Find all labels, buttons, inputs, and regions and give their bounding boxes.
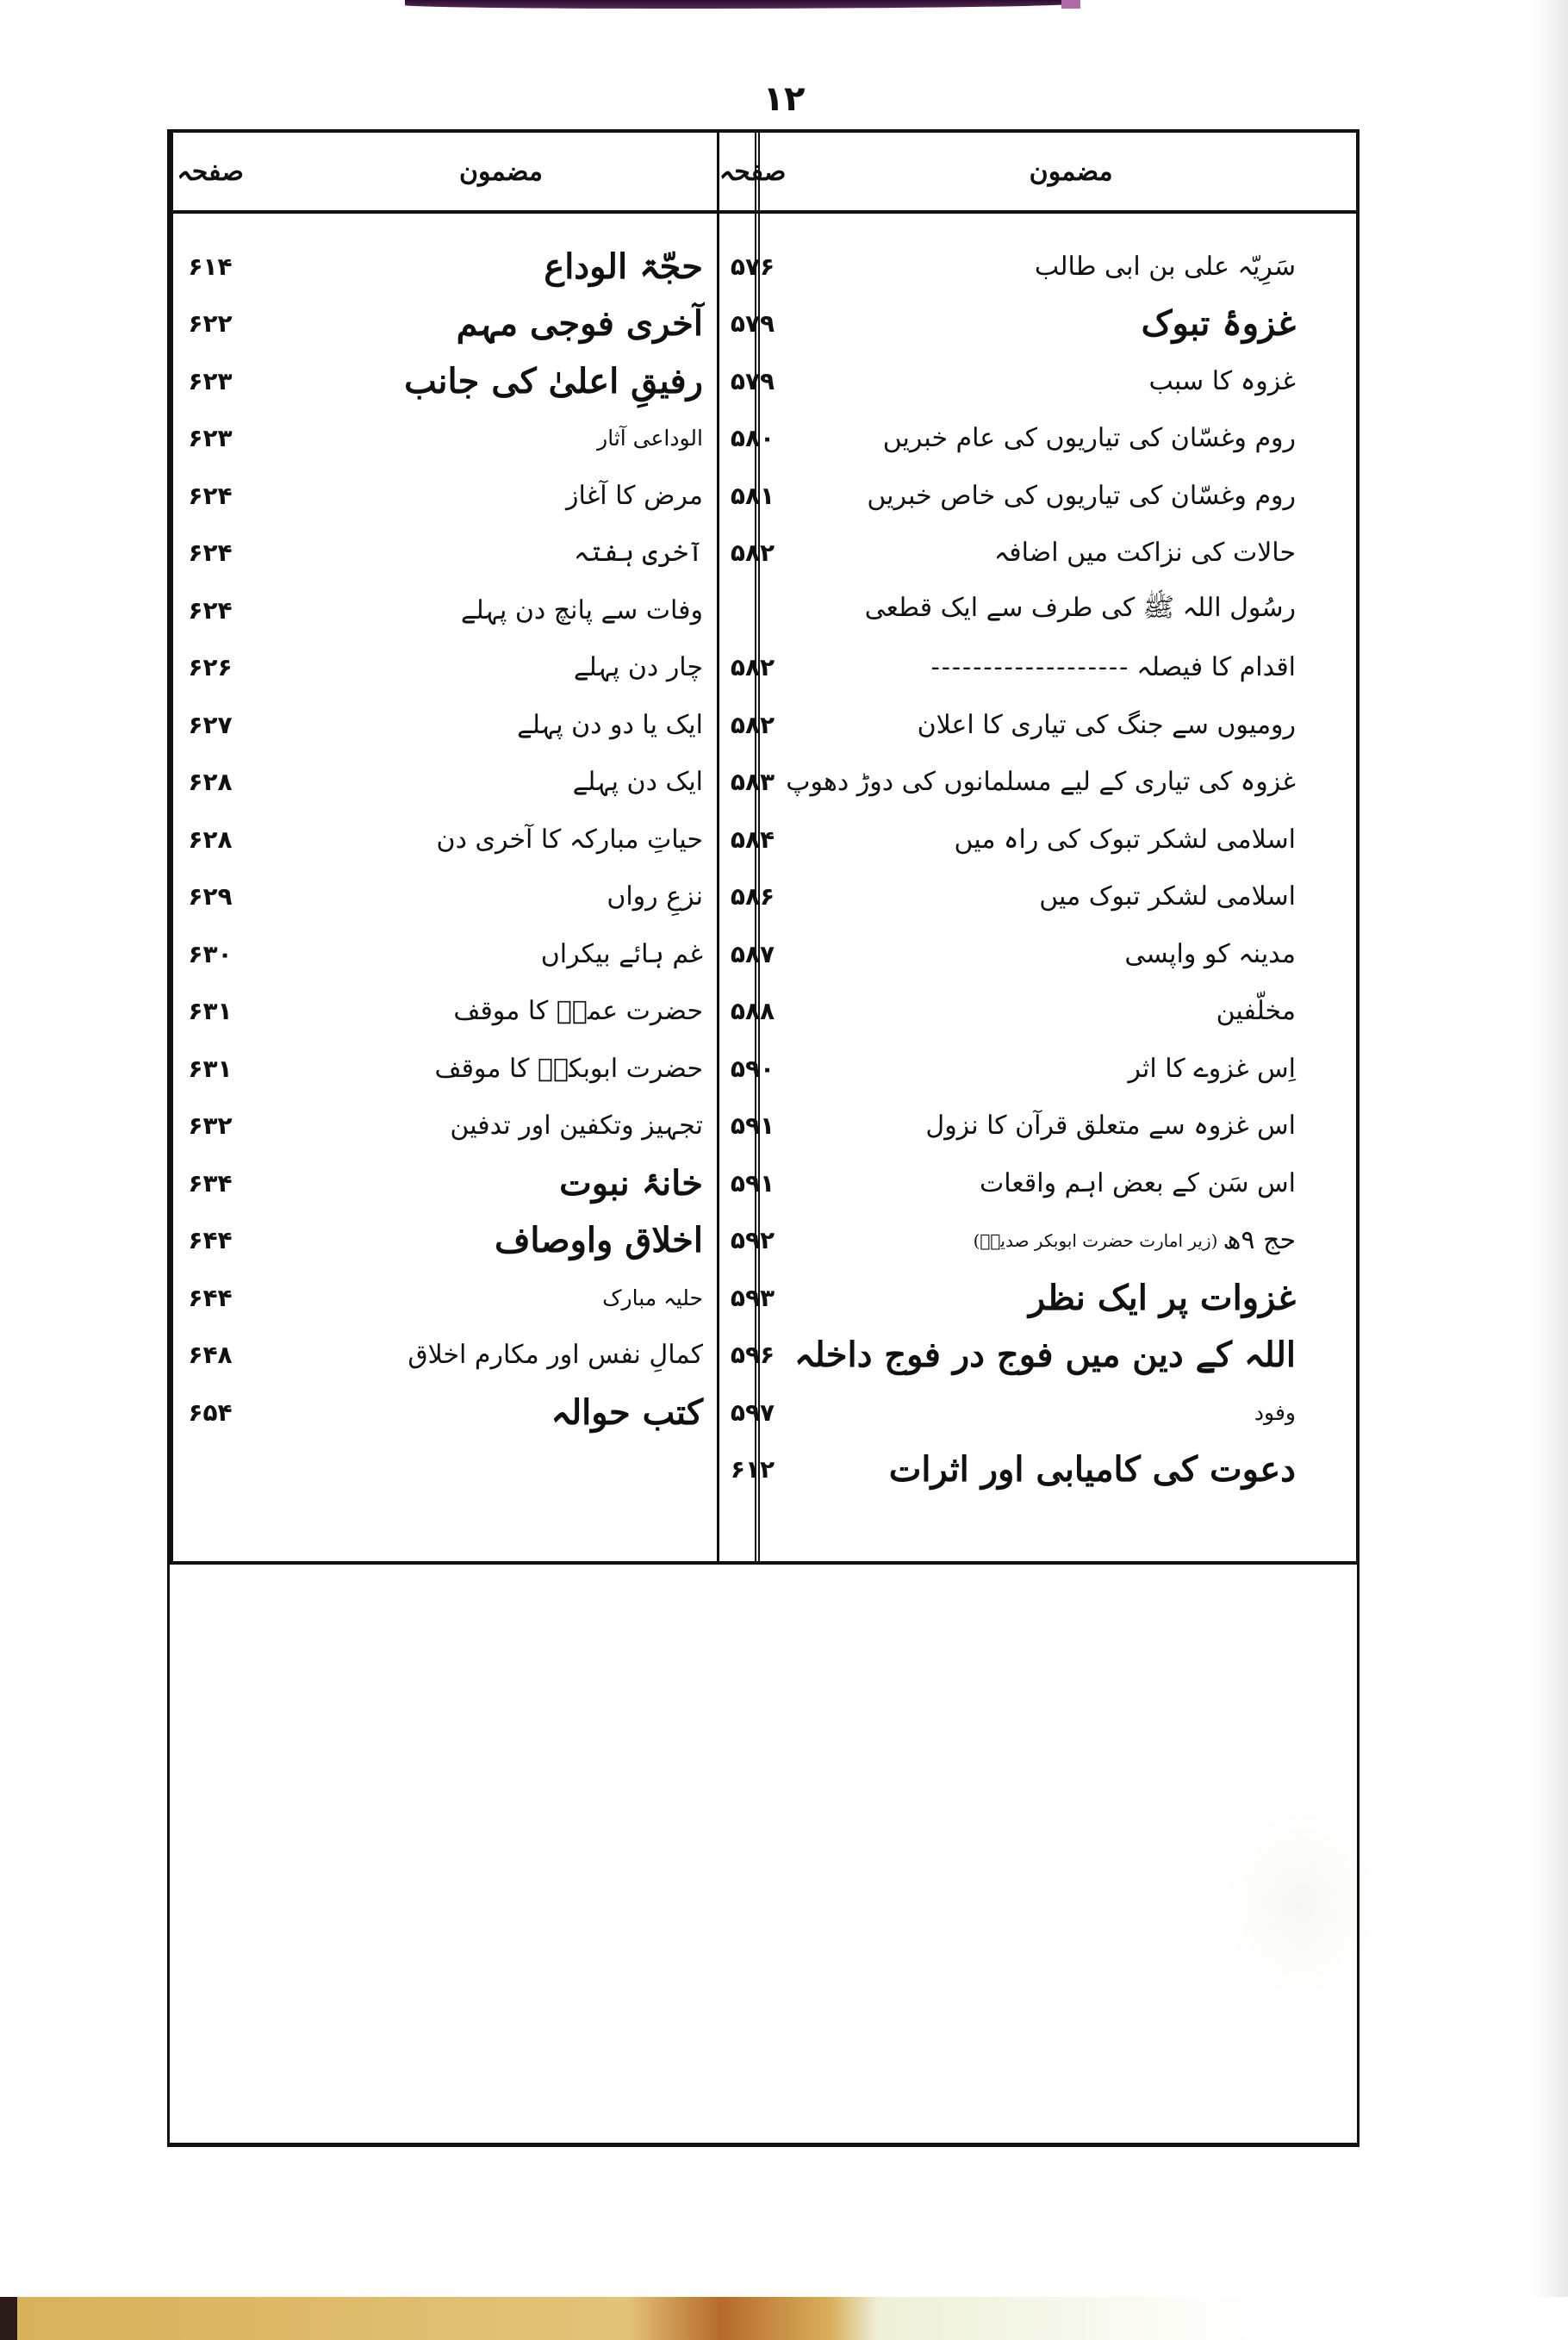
- book-cover-edge: [0, 2297, 1568, 2340]
- entry-title: رسُول اللہ ﷺ کی طرف سے ایک قطعی: [864, 592, 1296, 623]
- entry-title: حضرت عمرؓ کا موقف: [453, 996, 703, 1027]
- entry-page-number: ۵۷۹: [730, 309, 775, 339]
- contents-entry-topic: [786, 1212, 1356, 1270]
- entry-page-number: ۵۸۲: [730, 538, 775, 568]
- contents-right-half: [719, 133, 1356, 1561]
- right-topic-header: مضمون: [786, 133, 1356, 214]
- entry-title: اس غزوہ سے متعلق قرآن کا نزول: [925, 1111, 1296, 1142]
- entry-page-number: ۶۴۴: [188, 1226, 233, 1255]
- contents-entry-topic: [247, 925, 755, 983]
- contents-entry-topic: [786, 238, 1356, 296]
- entry-page-number: ۵۹۱: [730, 1111, 775, 1141]
- entry-title: اللہ کے دین میں فوج در فوج داخلہ: [794, 1335, 1296, 1376]
- contents-entry-topic: [247, 352, 755, 410]
- entry-page-number: ۶۲۲: [188, 309, 233, 339]
- contents-entry-topic: [786, 754, 1356, 812]
- contents-entry-topic: [247, 1098, 755, 1155]
- entry-title: حالات کی نزاکت میں اضافہ: [993, 538, 1296, 569]
- contents-entry-topic: [786, 811, 1356, 868]
- entry-page-number: ۶۳۰: [188, 939, 233, 968]
- entry-page-number: ۵۸۰: [730, 424, 775, 453]
- entry-title: رفیقِ اعلیٰ کی جانب: [404, 360, 703, 401]
- entry-title: غزوہ کا سبب: [1148, 365, 1296, 396]
- entry-title: اسلامی لشکر تبوک کی راہ میں: [954, 824, 1296, 855]
- entry-title: حجّۃ الوداع: [544, 246, 703, 287]
- contents-entry-topic: [247, 811, 755, 868]
- entry-page-number: ۶۲۴: [188, 538, 233, 568]
- entry-page-number: ۶۲۳: [188, 366, 233, 395]
- entry-title: خانۂ نبوت: [559, 1162, 703, 1204]
- contents-entry-topic: [786, 1040, 1356, 1098]
- contents-entry-topic: [786, 868, 1356, 926]
- entry-title: غم ہائے بیکراں: [540, 938, 703, 969]
- entry-page-number: ۵۹۲: [730, 1226, 775, 1255]
- entry-title: وفود: [1254, 1399, 1296, 1425]
- contents-entry-topic: [786, 1154, 1356, 1212]
- entry-page-number: ۶۲۴: [188, 595, 233, 625]
- contents-entry-topic: [786, 1384, 1356, 1441]
- left-topic-list: [247, 214, 755, 1441]
- entry-page-number: ۶۲۳: [188, 424, 233, 453]
- entry-page-number: ۵۸۳: [730, 768, 775, 797]
- contents-entry-topic: [247, 525, 755, 582]
- scan-top-shadow: [405, 0, 1077, 9]
- entry-title: حضرت ابوبکرؓ کا موقف: [434, 1053, 703, 1084]
- entry-page-number: ۶۳۴: [188, 1168, 233, 1198]
- contents-entry-topic: [786, 467, 1356, 525]
- entry-title: کمالِ نفس اور مکارم اخلاق: [408, 1340, 703, 1371]
- contents-entry-topic: [247, 238, 755, 296]
- left-page-list: [173, 214, 247, 1441]
- page-number: ۱۲: [762, 79, 806, 119]
- entry-page-number: ۵۸۷: [730, 939, 775, 968]
- contents-entry-topic: [247, 868, 755, 926]
- left-topic-header: مضمون: [247, 133, 755, 214]
- contents-entry-topic: [247, 1384, 755, 1441]
- entry-page-number: ۵۷۹: [730, 366, 775, 395]
- entry-title: حلیہ مبارک: [602, 1285, 703, 1310]
- contents-entry-topic: [247, 1154, 755, 1212]
- entry-page-number: ۵۸۲: [730, 653, 775, 682]
- entry-page-number: ۶۲۸: [188, 825, 233, 854]
- left-page-header: صفحہ: [173, 133, 247, 214]
- entry-page-number: ۶۲۷: [188, 710, 233, 739]
- entry-page-number: ۵۹۶: [730, 1341, 775, 1370]
- entry-page-number: ۶۳۲: [188, 1111, 233, 1141]
- entry-title: دعوت کی کامیابی اور اثرات: [888, 1449, 1296, 1491]
- contents-entry-topic: [786, 352, 1356, 410]
- entry-title: مرض کا آغاز: [565, 480, 703, 511]
- entry-title: تجہیز وتکفین اور تدفین: [450, 1111, 703, 1142]
- entry-title: نزعِ رواں: [607, 881, 703, 912]
- entry-title: مدینہ کو واپسی: [1124, 938, 1296, 969]
- entry-page-number: ۶۴۴: [188, 1283, 233, 1312]
- right-topic-column: [786, 133, 1356, 1561]
- contents-entry-topic: [786, 1098, 1356, 1155]
- contents-table: [167, 129, 1360, 1565]
- entry-page-number: ۵۸۸: [730, 997, 775, 1026]
- entry-title: اخلاق واوصاف: [494, 1220, 703, 1261]
- entry-title: الوداعی آثار: [597, 426, 703, 451]
- entry-page-number: ۵۹۱: [730, 1168, 775, 1198]
- scan-top-shadow-tip: [1061, 0, 1080, 9]
- entry-page-number: ۶۱۲: [730, 1455, 775, 1484]
- contents-entry-topic: [247, 1040, 755, 1098]
- contents-left-half: [171, 133, 755, 1561]
- entry-page-number: ۵۸۲: [730, 710, 775, 739]
- entry-title: مخلّفین: [1216, 996, 1296, 1027]
- contents-entry-topic: [247, 467, 755, 525]
- contents-entry-topic: [247, 696, 755, 754]
- entry-page-number: ۵۷۶: [730, 252, 775, 281]
- contents-entry-topic: [247, 1212, 755, 1270]
- contents-entry-topic: [786, 696, 1356, 754]
- entry-title: اسلامی لشکر تبوک میں: [1039, 881, 1296, 912]
- contents-entry-topic: [786, 1441, 1356, 1499]
- page-right-edge: [1530, 0, 1568, 2340]
- entry-title: غزوات پر ایک نظر: [1028, 1277, 1296, 1318]
- entry-title: روم وغسّان کی تیاریوں کی خاص خبریں: [867, 480, 1296, 511]
- contents-entry-topic: [786, 410, 1356, 468]
- contents-entry-topic: [786, 1327, 1356, 1385]
- contents-entry-topic: [247, 410, 755, 468]
- entry-title: اقدام کا فیصلہ: [1136, 652, 1296, 683]
- entry-page-number: ۶۲۶: [188, 653, 233, 682]
- contents-entry-topic: [786, 639, 1356, 697]
- contents-entry-topic: [247, 296, 755, 353]
- contents-entry-topic: [247, 639, 755, 697]
- entry-page-number: ۶۳۱: [188, 1054, 233, 1083]
- entry-title: حج ۹ھ: [1223, 1225, 1296, 1256]
- contents-entry-topic: [247, 754, 755, 812]
- contents-entry-topic: [247, 582, 755, 639]
- entry-title: آخری فوجی مہم: [456, 303, 703, 345]
- entry-title: سَرِیّہ علی بن ابی طالب: [1034, 251, 1296, 282]
- entry-title: وفات سے پانچ دن پہلے: [460, 594, 703, 625]
- entry-page-number: ۵۸۱: [730, 481, 775, 510]
- entry-page-number: ۶۵۴: [188, 1397, 233, 1427]
- contents-entry-topic: [247, 1327, 755, 1385]
- entry-page-number: ۶۴۸: [188, 1341, 233, 1370]
- contents-entry-topic: [786, 525, 1356, 582]
- entry-title: غزوہ کی تیاری کے لیے مسلمانوں کی دوڑ دھوپ: [786, 767, 1296, 798]
- left-topic-column: [247, 133, 755, 1561]
- entry-title: ایک دن پہلے: [572, 767, 703, 798]
- contents-entry-topic: [247, 1269, 755, 1327]
- contents-entry-topic: [247, 983, 755, 1041]
- entry-page-number: ۵۹۷: [730, 1397, 775, 1427]
- entry-page-number: ۵۹۳: [730, 1283, 775, 1312]
- entry-page-number: ۵۹۰: [730, 1054, 775, 1083]
- entry-title: کتب حوالہ: [551, 1391, 703, 1433]
- entry-title: غزوۂ تبوک: [1141, 303, 1296, 345]
- entry-title: آخری ہفتہ: [573, 538, 703, 569]
- entry-page-number: ۶۲۸: [188, 768, 233, 797]
- right-page-header: صفحہ: [719, 133, 787, 214]
- entry-title: ایک یا دو دن پہلے: [517, 709, 703, 740]
- entry-title: اس سَن کے بعض اہم واقعات: [980, 1167, 1296, 1198]
- entry-title: چار دن پہلے: [573, 652, 703, 683]
- right-topic-list: [786, 214, 1356, 1498]
- contents-entry-topic: [786, 983, 1356, 1041]
- contents-entry-topic: [786, 582, 1356, 639]
- entry-page-number: ۶۳۱: [188, 997, 233, 1026]
- contents-entry-topic: [786, 1269, 1356, 1327]
- entry-title: روم وغسّان کی تیاریوں کی عام خبریں: [882, 423, 1296, 454]
- entry-page-number: ۶۲۴: [188, 481, 233, 510]
- entry-title: اِس غزوے کا اثر: [1128, 1053, 1296, 1084]
- leader-dashes: -------------------: [930, 652, 1130, 683]
- entry-page-number: ۵۸۴: [730, 825, 775, 854]
- contents-entry-topic: [786, 925, 1356, 983]
- contents-entry-topic: [786, 296, 1356, 353]
- entry-title: حیاتِ مبارکہ کا آخری دن: [436, 824, 703, 855]
- entry-page-number: ۵۸۶: [730, 882, 775, 912]
- entry-title: رومیوں سے جنگ کی تیاری کا اعلان: [917, 709, 1296, 740]
- entry-page-number: ۶۱۴: [188, 252, 233, 281]
- entry-note: (زیر امارت حضرت ابوبکر صدیقؓ): [973, 1229, 1218, 1251]
- entry-page-number: ۶۲۹: [188, 882, 233, 912]
- left-page-column: [171, 133, 247, 1561]
